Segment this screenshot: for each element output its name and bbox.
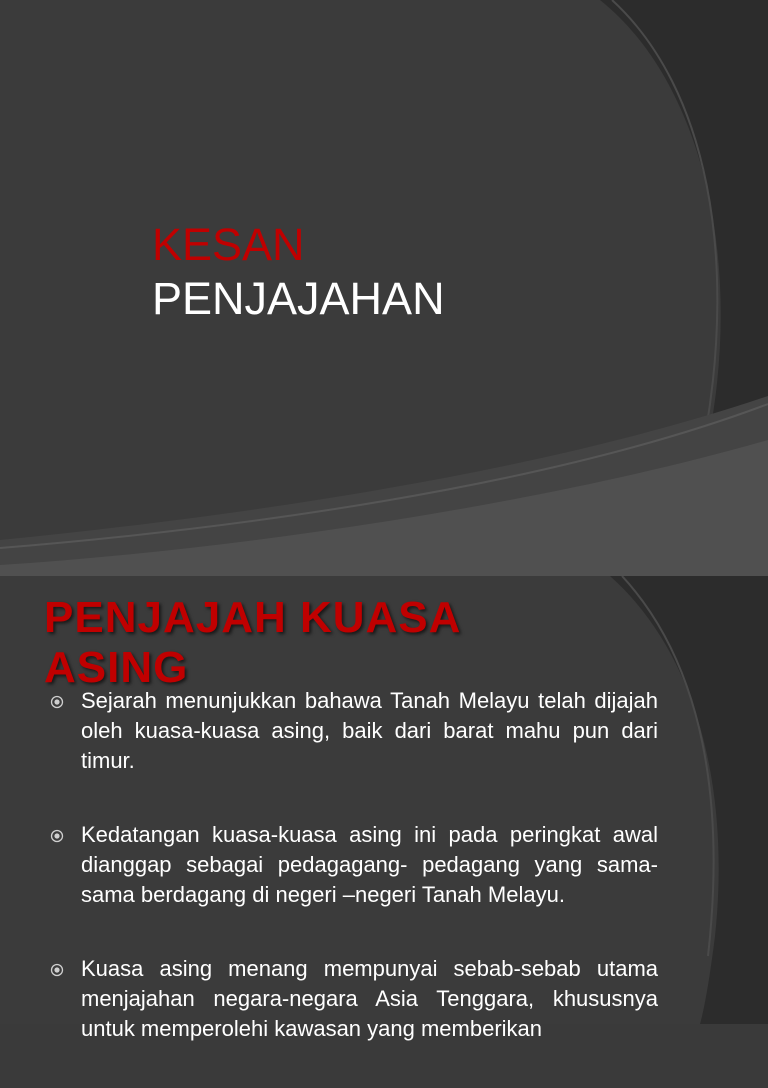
title-line-penjajahan: PENJAJAHAN [152,273,445,324]
slide-heading: PENJAJAH KUASA ASING [44,593,460,692]
bullet-list [50,686,658,1088]
list-item [50,954,658,1044]
bullet-text: Kuasa asing menang mempunyai sebab-sebab utama menjajahan negara-negara Asia Tenggara, khususnya untuk memperolehi kawasan yang memberikan [81,956,658,1041]
bullet-text: Kedatangan kuasa-kuasa asing ini pada peringkat awal dianggap sebagai pedagagang- pedagang yang sama-sama berdagang di negeri –negeri Tanah Melayu. [81,822,658,907]
list-item [50,820,658,910]
circle-dot-icon [50,829,64,843]
bullet-text: Sejarah menunjukkan bahawa Tanah Melayu telah dijajah oleh kuasa-kuasa asing, baik dari barat mahu pun dari timur. [81,688,658,773]
slide-title [152,218,445,326]
list-item [50,686,658,776]
circle-dot-icon [50,695,64,709]
circle-dot-icon [50,963,64,977]
title-line-kesan: KESAN [152,219,305,270]
